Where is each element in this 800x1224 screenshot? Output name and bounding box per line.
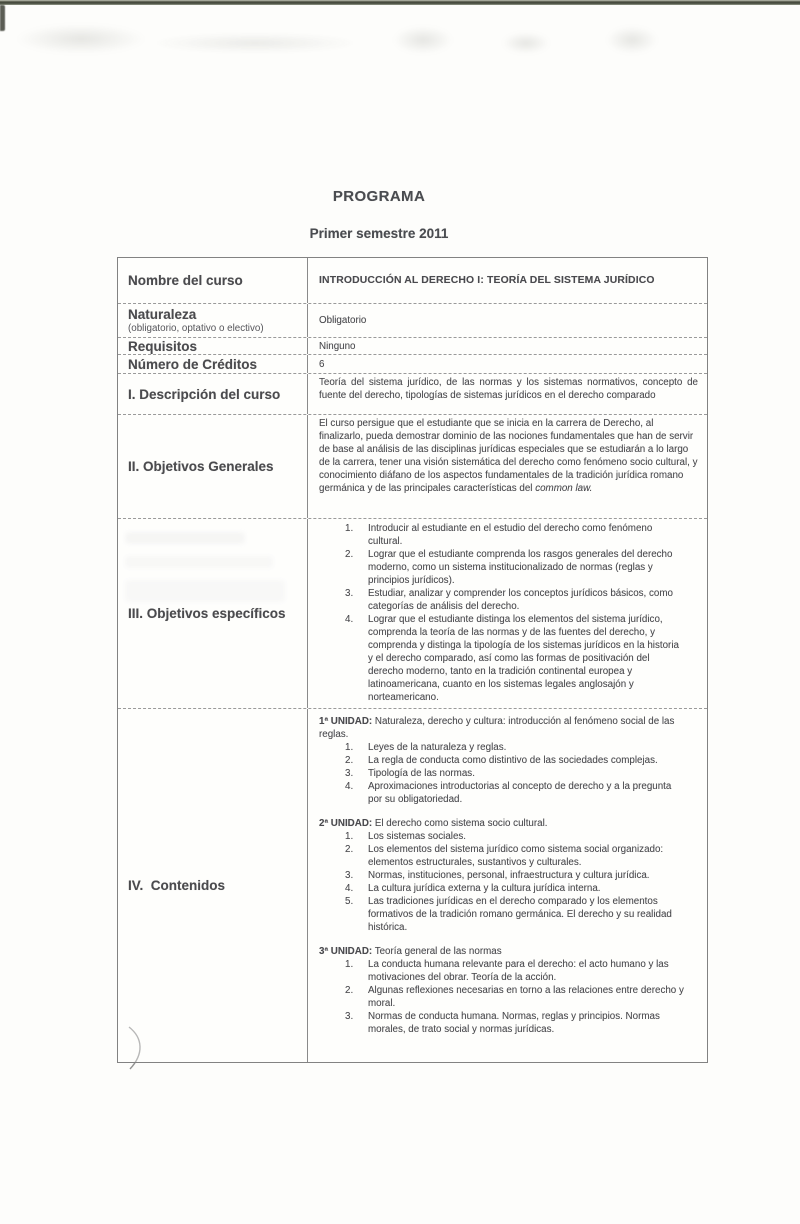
unidad-3-number: 3ª UNIDAD:	[319, 946, 373, 957]
unidad-1-list	[319, 741, 698, 806]
cell-descripcion-value	[308, 374, 707, 414]
scan-smudge	[502, 32, 550, 54]
nombre-label: Nombre del curso	[128, 273, 243, 288]
list-item	[345, 780, 698, 806]
unidad-3	[319, 945, 698, 1036]
contenido-item: Algunas reflexiones necesarias en torno a las relaciones entre derecho y moral.	[368, 985, 684, 1009]
list-item	[345, 587, 698, 613]
objetivo-item: Lograr que el estudiante distinga los elementos del sistema jurídico, comprenda la teoría de las normas y de las fuentes del derecho, y comprenda y distinga la tipología de los sistemas jurídicos en la historia y el derecho comparado, así como las formas de positivación del derecho moderno, tanto en la tradición continental europea y latinoamericana, cuanto en los sistemas legales anglosajón y norteamericano.	[368, 614, 679, 703]
scan-smudge	[150, 33, 360, 53]
creditos-value: 6	[319, 358, 325, 370]
unidad-2-list	[319, 830, 698, 934]
scan-left-notch-artifact	[0, 5, 5, 31]
cell-contenidos-label	[118, 709, 308, 1062]
objetivos-especificos-list	[319, 522, 698, 704]
objetivo-item: Estudiar, analizar y comprender los conceptos jurídicos básicos, como categorías de análisis del derecho.	[368, 588, 673, 612]
objetivo-item: Introducir al estudiante en el estudio del derecho como fenómeno cultural.	[368, 523, 653, 547]
list-item	[345, 754, 698, 767]
objetivos-generales-body: El curso persigue que el estudiante que se inicia en la carrera de Derecho, al finalizarlo, pueda demostrar dominio de las nociones fundamentales que han de servir de base al análisis de las disciplinas jurídicas especiales que se estudiarán a lo largo de la carrera, tener una visión sistemática del derecho como fenómeno socio cultural, y conocimiento diáfano de los aspectos fundamentales de la tradición jurídica romano germánica y de las principales características del	[319, 418, 698, 494]
list-item	[345, 741, 698, 754]
objetivo-item: Lograr que el estudiante comprenda los rasgos generales del derecho moderno, como un sistema institucionalizado de normas (reglas y principios jurídicos).	[368, 549, 673, 586]
list-item	[345, 984, 698, 1010]
row-contenidos	[118, 708, 707, 1062]
cell-nombre-label	[118, 258, 308, 303]
contenido-item: Los elementos del sistema jurídico como sistema social organizado: elementos estructurales, sustantivos y culturales.	[368, 844, 664, 868]
list-item	[345, 830, 698, 843]
row-naturaleza	[118, 303, 707, 337]
row-nombre-del-curso	[118, 258, 707, 303]
objetivos-generales-label: II. Objetivos Generales	[128, 459, 274, 474]
contenido-item: Los sistemas sociales.	[368, 831, 467, 842]
unidad-1-number: 1ª UNIDAD:	[319, 716, 373, 727]
cell-creditos-value	[308, 355, 707, 373]
contenido-item: Aproximaciones introductorias al concepto de derecho y a la pregunta por su obligatoriedad.	[368, 781, 672, 805]
list-item	[345, 548, 698, 587]
contenidos-label: IV. Contenidos	[128, 878, 226, 893]
unidad-1-title: Naturaleza, derecho y cultura: introducción al fenómeno social de las reglas.	[319, 716, 675, 740]
list-item	[345, 895, 698, 934]
naturaleza-value: Obligatorio	[319, 315, 367, 326]
row-objetivos-especificos	[118, 518, 707, 708]
contenido-item: La cultura jurídica externa y la cultura jurídica interna.	[368, 883, 601, 894]
contenido-item: Leyes de la naturaleza y reglas.	[368, 742, 507, 753]
list-item	[345, 767, 698, 780]
list-item	[345, 522, 698, 548]
contenido-item: La regla de conducta como distintivo de las sociedades complejas.	[368, 755, 658, 766]
page-title: PROGRAMA	[332, 188, 426, 205]
scan-top-edge-artifact	[0, 0, 800, 5]
row-objetivos-generales	[118, 414, 707, 518]
objetivos-generales-common-law: common law.	[535, 483, 593, 494]
naturaleza-sublabel: (obligatorio, optativo o electivo)	[128, 322, 264, 334]
unidad-2	[319, 817, 698, 934]
cell-contenidos-value	[308, 709, 707, 1062]
objetivos-generales-text	[319, 417, 698, 495]
unidad-3-title: Teoría general de las normas	[372, 946, 502, 957]
list-item	[345, 882, 698, 895]
objetivos-especificos-label: III. Objetivos específicos	[128, 606, 286, 621]
cell-requisitos-label	[118, 338, 308, 354]
contenido-item: Normas de conducta humana. Normas, reglas y principios. Normas morales, de trato social y normas jurídicas.	[368, 1011, 660, 1035]
list-item	[345, 1010, 698, 1036]
cell-naturaleza-value	[308, 304, 707, 337]
unidad-3-list	[319, 958, 698, 1036]
creditos-label: Número de Créditos	[128, 356, 258, 372]
scan-smudge	[16, 24, 146, 54]
list-item	[345, 869, 698, 882]
unidad-3-heading	[319, 945, 698, 958]
scan-smudge	[606, 26, 658, 54]
cell-especificos-value	[308, 519, 707, 708]
descripcion-text: Teoría del sistema jurídico, de las normas y los sistemas normativos, concepto de fuente del derecho, tipologías de sistemas jurídicos en el derecho comparado	[319, 377, 698, 401]
requisitos-label: Requisitos	[128, 338, 198, 354]
unidad-1	[319, 715, 698, 806]
course-info-table	[117, 257, 708, 1063]
cell-nombre-value	[308, 258, 707, 303]
contenido-item: La conducta humana relevante para el derecho: el acto humano y las motivaciones del obrar. Teoría de la acción.	[368, 959, 669, 983]
cell-creditos-label	[118, 355, 308, 373]
cell-naturaleza-label	[118, 304, 308, 337]
page-subtitle: Primer semestre 2011	[309, 226, 449, 241]
scan-smudge	[393, 26, 453, 54]
descripcion-label: I. Descripción del curso	[128, 386, 281, 402]
requisitos-value: Ninguno	[319, 340, 356, 352]
naturaleza-label: Naturaleza	[128, 306, 197, 322]
list-item	[345, 613, 698, 704]
row-numero-creditos	[118, 354, 707, 373]
unidad-2-heading	[319, 817, 698, 830]
contenido-item: Normas, instituciones, personal, infraestructura y cultura jurídica.	[368, 870, 650, 881]
nombre-value: INTRODUCCIÓN AL DERECHO I: TEORÍA DEL SISTEMA JURÍDICO	[319, 275, 655, 286]
cell-requisitos-value	[308, 338, 707, 354]
list-item	[345, 958, 698, 984]
unidad-2-number: 2ª UNIDAD:	[319, 818, 373, 829]
unidad-1-heading	[319, 715, 698, 741]
unidad-2-title: El derecho como sistema socio cultural.	[372, 818, 548, 829]
list-item	[345, 843, 698, 869]
cell-descripcion-label	[118, 374, 308, 414]
row-requisitos	[118, 337, 707, 354]
cell-especificos-label	[118, 519, 308, 708]
cell-generales-label	[118, 415, 308, 518]
cell-generales-value	[308, 415, 707, 518]
contenido-item: Tipología de las normas.	[368, 768, 475, 779]
row-descripcion-curso	[118, 373, 707, 414]
contenido-item: Las tradiciones jurídicas en el derecho comparado y los elementos formativos de la tradición romano germánica. El derecho y su realidad histórica.	[368, 896, 672, 933]
